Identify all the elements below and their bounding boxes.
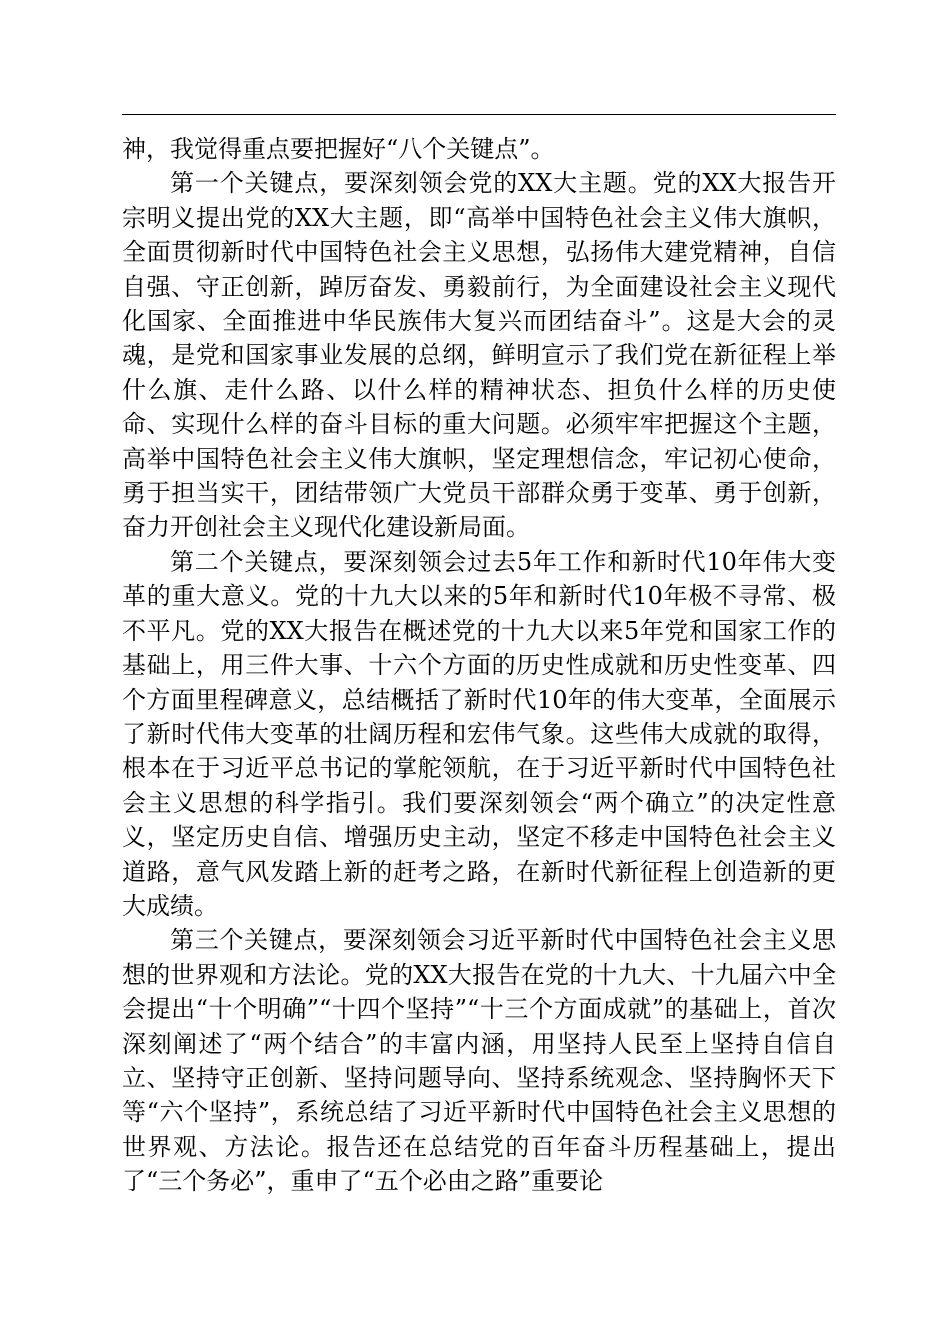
paragraph-continuation: 神，我觉得重点要把握好“八个关键点”。	[122, 135, 555, 163]
paragraph-key-point-1: 第一个关键点，要深刻领会党的XX大主题。党的XX大报告开宗明义提出党的XX大主题，即“高举中国特色社会主义伟大旗帜，全面贯彻新时代中国特色社会主义思想，弘扬伟大建党精神，自信自强、守正创新，踔厉奋发、勇毅前行，为全面建设社会主义现代化国家、全面推进中华民族伟大复兴而团结奋斗”。这是大会的灵魂，是党和国家事业发展的总纲，鲜明宣示了我们党在新征程上举什么旗、走什么路、以什么样的精神状态、担负什么样的历史使命、实现什么样的奋斗目标的重大问题。必须牢牢把握这个主题，高举中国特色社会主义伟大旗帜，坚定理想信念，牢记初心使命，勇于担当实干，团结带领广大党员干部群众勇于变革、勇于创新，奋力开创社会主义现代化建设新局面。	[122, 169, 836, 542]
document-body	[122, 132, 836, 1199]
header-rule	[122, 114, 836, 115]
paragraph-key-point-3: 第三个关键点，要深刻领会习近平新时代中国特色社会主义思想的世界观和方法论。党的XX大报告在党的十九大、十九届六中全会提出“十个明确”“十四个坚持”“十三个方面成就”的基础上，首次深刻阐述了“两个结合”的丰富内涵，用坚持人民至上坚持自信自立、坚持守正创新、坚持问题导向、坚持系统观念、坚持胸怀天下等“六个坚持”，系统总结了习近平新时代中国特色社会主义思想的世界观、方法论。报告还在总结党的百年奋斗历程基础上，提出了“三个务必”，重申了“五个必由之路”重要论	[122, 926, 836, 1196]
paragraph-key-point-2: 第二个关键点，要深刻领会过去5年工作和新时代10年伟大变革的重大意义。党的十九大以来的5年和新时代10年极不寻常、极不平凡。党的XX大报告在概述党的十九大以来5年党和国家工作的基础上，用三件大事、十六个方面的历史性成就和历史性变革、四个方面里程碑意义，总结概括了新时代10年的伟大变革，全面展示了新时代伟大变革的壮阔历程和宏伟气象。这些伟大成就的取得，根本在于习近平总书记的掌舵领航，在于习近平新时代中国特色社会主义思想的科学指引。我们要深刻领会“两个确立”的决定性意义，坚定历史自信、增强历史主动，坚定不移走中国特色社会主义道路，意气风发踏上新的赶考之路，在新时代新征程上创造新的更大成绩。	[122, 547, 836, 920]
